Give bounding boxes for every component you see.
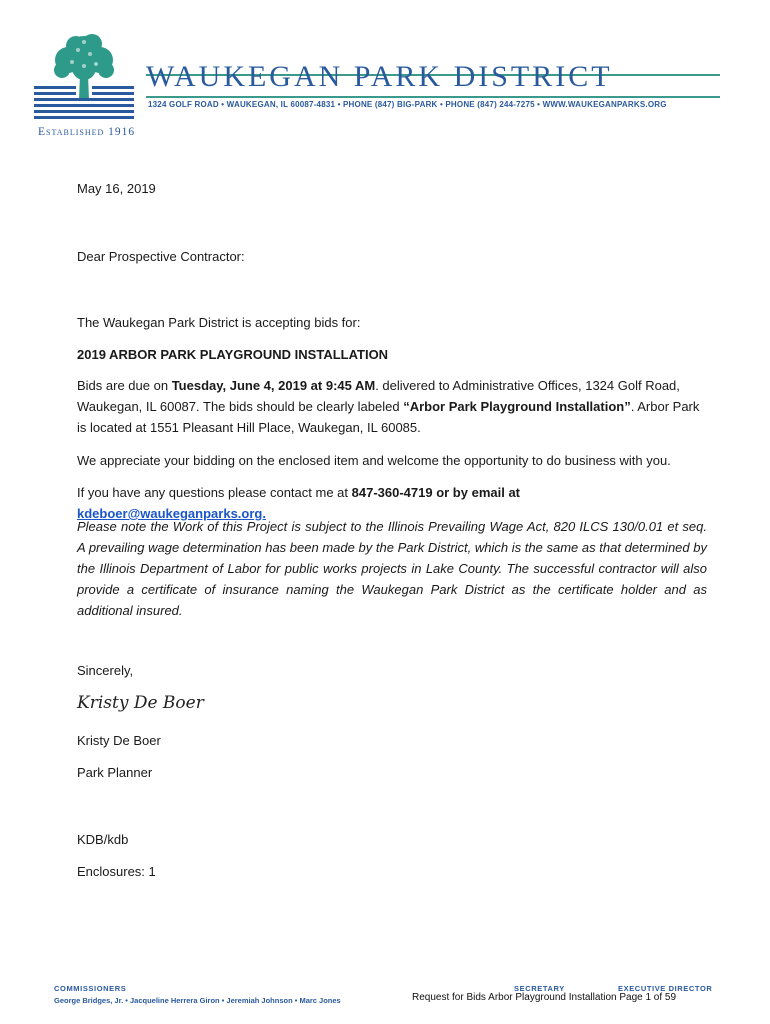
wage-note: Please note the Work of this Project is subject to the Illinois Prevailing Wage Act, 820 ILCS 130/0.01 et seq. A prevailing wage determination has been made by the Park District, which is the same as that determined by the Illinois Department of Labor for public works projects in Lake County. The successful contractor will also provide a certificate of insurance naming the Waukegan Park District as the certificate holder and as additional insured. (77, 519, 707, 618)
initials: KDB/kdb (77, 832, 129, 847)
org-address: 1324 GOLF ROAD • WAUKEGAN, IL 60087-4831 • PHONE (847) BIG-PARK • PHONE (847) 244-7275 • WWW.WAUKEGANPARKS.ORG (148, 100, 667, 109)
letter-intro-block (77, 312, 707, 333)
project-title: 2019 ARBOR PARK PLAYGROUND INSTALLATION (77, 347, 389, 362)
letterhead (0, 0, 770, 150)
bids-due-date: Tuesday, June 4, 2019 at 9:45 AM (171, 378, 376, 393)
commissioners-label: COMMISSIONERS (54, 984, 127, 993)
date: May 16, 2019 (77, 181, 156, 196)
intro: The Waukegan Park District is accepting bids for: (77, 315, 361, 330)
letterhead-rule-bottom (146, 96, 720, 98)
appreciation: We appreciate your bidding on the enclosed item and welcome the opportunity to do business with you. (77, 453, 671, 468)
org-name: WAUKEGAN PARK DISTRICT (146, 60, 613, 93)
signer-name-block (77, 730, 707, 751)
footer (0, 982, 770, 1012)
page-stamp: Request for Bids Arbor Playground Installation Page 1 of 59 (412, 992, 677, 1003)
closing: Sincerely, (77, 663, 134, 678)
bids-prefix: Bids are due on (77, 378, 172, 393)
signature: Kristy De Boer (77, 693, 204, 713)
appreciation-paragraph (77, 450, 707, 471)
wage-note-paragraph (77, 516, 707, 621)
letter-salutation-block (77, 246, 707, 267)
bids-paragraph (77, 375, 707, 438)
established-year: Established 1916 (38, 126, 136, 138)
enclosures: Enclosures: 1 (77, 864, 156, 879)
signer-title: Park Planner (77, 765, 153, 780)
contact-phone: 847-360-4719 or by email at (351, 485, 521, 500)
bids-suffix: . Arbor Park is located at 1551 Pleasant Hill Place, Waukegan, IL 60085. (77, 399, 700, 435)
salutation: Dear Prospective Contractor: (77, 249, 245, 264)
executive-director-label: EXECUTIVE DIRECTOR (618, 984, 713, 993)
initials-block (77, 829, 707, 850)
bids-label: “Arbor Park Playground Installation” (403, 399, 631, 414)
commissioners-names: George Bridges, Jr. • Jacqueline Herrera Giron • Jeremiah Johnson • Marc Jones (54, 996, 341, 1005)
project-title-block (77, 344, 707, 365)
letter-date (77, 178, 707, 199)
contact-email-link[interactable]: kdeboer@waukeganparks.org. (77, 506, 266, 521)
signer-title-block (77, 762, 707, 783)
tree-logo-icon (32, 30, 136, 126)
closing-block (77, 660, 707, 681)
signer-name: Kristy De Boer (77, 733, 161, 748)
secretary-label: SECRETARY (514, 984, 565, 993)
enclosures-block (77, 861, 707, 882)
contact-prefix: If you have any questions please contact me at (77, 485, 352, 500)
bids-middle: . delivered to Administrative Offices, 1324 Golf Road, Waukegan, IL 60087. The bids should be clearly labeled (77, 378, 680, 414)
